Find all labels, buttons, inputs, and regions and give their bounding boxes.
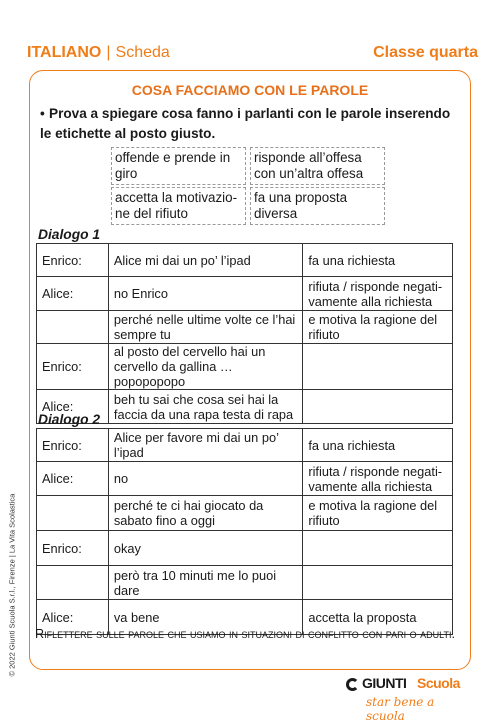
label-cell[interactable]	[303, 344, 453, 390]
page-header	[27, 42, 478, 64]
instruction	[40, 104, 460, 144]
label-card[interactable]: accetta la motivazione del rifiuto	[111, 187, 246, 225]
label-cell[interactable]	[303, 566, 453, 600]
table-row	[37, 277, 453, 311]
copyright-notice	[4, 493, 17, 680]
label-cell[interactable]: fa una richiesta	[303, 244, 453, 277]
speaker-cell: Enrico:	[37, 244, 109, 277]
label-cell[interactable]: e motiva la ragione del rifiuto	[303, 496, 453, 531]
line-cell: va bene	[108, 600, 302, 635]
logo-tagline: star bene a scuola	[366, 695, 435, 721]
label-card[interactable]: fa una proposta diversa	[250, 187, 385, 225]
dialog1-title: Dialogo 1	[38, 227, 101, 242]
table-row	[37, 462, 453, 496]
line-cell: Alice per favore mi dai un po’ l’ipad	[108, 429, 302, 462]
line-cell: no Enrico	[108, 277, 302, 311]
dialog2-title: Dialogo 2	[38, 412, 101, 427]
speaker-cell: Alice:	[37, 600, 109, 635]
table-row	[37, 344, 453, 390]
header-separator: |	[106, 44, 111, 61]
label-card[interactable]: offende e prende in giro	[111, 147, 246, 185]
line-cell: Alice mi dai un po’ l’ipad	[108, 244, 302, 277]
dialog2-table	[36, 428, 453, 635]
giunti-logo-icon	[346, 678, 359, 691]
speaker-cell	[37, 496, 109, 531]
line-cell: no	[108, 462, 302, 496]
sheet-type: Scheda	[115, 44, 170, 61]
speaker-cell: Alice:	[37, 462, 109, 496]
speaker-cell: Enrico:	[37, 531, 109, 566]
table-row	[37, 496, 453, 531]
logo-word-scuola: Scuola	[417, 675, 460, 691]
line-cell: perché te ci hai giocato da sabato fino a oggi	[108, 496, 302, 531]
copyright-text: © 2022 Giunti Scuola S.r.l., Firenze | La Vita Scolastica	[7, 493, 17, 677]
label-cell[interactable]: accetta la proposta	[303, 600, 453, 635]
subject-name: ITALIANO	[27, 44, 102, 61]
dialog1-table	[36, 243, 453, 424]
label-cell[interactable]: rifiuta / risponde negativamente alla richiesta	[303, 462, 453, 496]
label-cell[interactable]	[303, 390, 453, 424]
line-cell: perché nelle ultime volte ce l’hai sempre tu	[108, 311, 302, 344]
instruction-text: Prova a spiegare cosa fanno i parlanti con le parole inserendo le etichette al posto giusto.	[40, 106, 451, 141]
table-row	[37, 531, 453, 566]
label-cell[interactable]: e motiva la ragione del rifiuto	[303, 311, 453, 344]
table-row	[37, 429, 453, 462]
speaker-cell: Alice:	[37, 277, 109, 311]
subject-heading	[27, 44, 170, 62]
table-row	[37, 311, 453, 344]
grade-label: Classe quarta	[373, 44, 478, 61]
label-cell[interactable]	[303, 531, 453, 566]
label-cell[interactable]: fa una richiesta	[303, 429, 453, 462]
line-cell: beh tu sai che cosa sei hai la faccia da una rapa testa di rapa	[108, 390, 302, 424]
label-card[interactable]: risponde all’offesa con un’altra offesa	[250, 147, 385, 185]
publisher-logo	[346, 675, 476, 721]
speaker-cell	[37, 566, 109, 600]
footer-note: Riflettere sulle parole che usiamo in situazioni di conflitto con pari o adulti.	[35, 627, 455, 641]
line-cell: al posto del cervello hai un cervello da gallina … popopopopo	[108, 344, 302, 390]
worksheet-title: COSA FACCIAMO CON LE PAROLE	[131, 82, 369, 98]
speaker-cell: Alice:	[37, 390, 109, 424]
label-cell[interactable]: rifiuta / risponde negativamente alla richiesta	[303, 277, 453, 311]
speaker-cell	[37, 311, 109, 344]
speaker-cell: Enrico:	[37, 344, 109, 390]
speaker-cell: Enrico:	[37, 429, 109, 462]
table-row	[37, 244, 453, 277]
line-cell: però tra 10 minuti me lo puoi dare	[108, 566, 302, 600]
table-row	[37, 566, 453, 600]
line-cell: okay	[108, 531, 302, 566]
logo-word-giunti: GIUNTI	[362, 675, 407, 691]
bullet-icon: •	[40, 106, 45, 121]
